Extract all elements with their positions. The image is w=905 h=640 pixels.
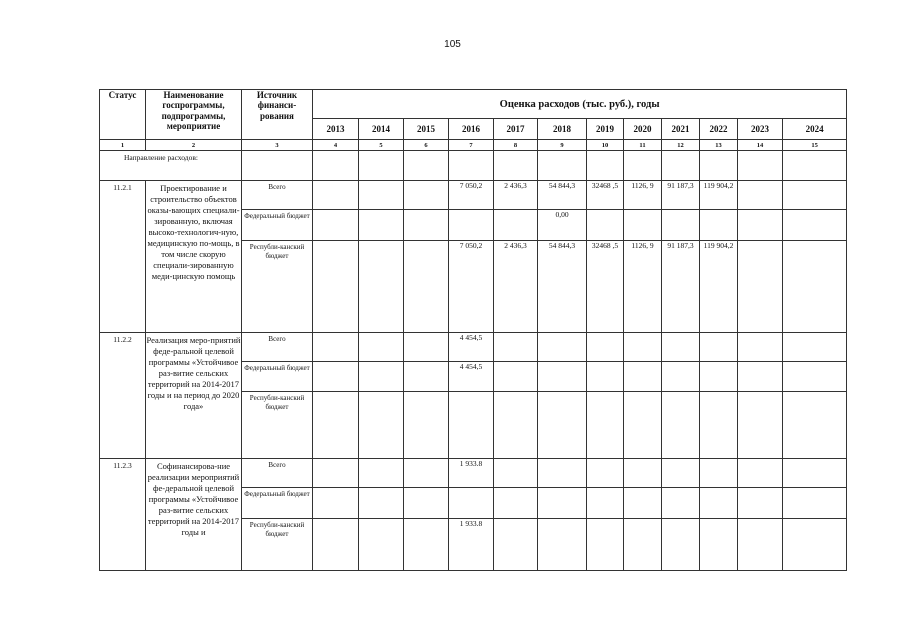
budget-table [99, 89, 847, 571]
page-number: 105 [444, 39, 461, 50]
expense-value [587, 333, 624, 362]
expense-value [359, 210, 404, 241]
column-number: 4 [313, 140, 359, 151]
expense-value: 54 844,3 [538, 181, 587, 210]
expense-value [738, 519, 783, 571]
expense-value [404, 459, 449, 488]
expense-value [538, 488, 587, 519]
expense-value [624, 210, 662, 241]
expense-value [783, 362, 847, 392]
expense-value [313, 333, 359, 362]
measure-name: Проектирование и строительство объектов оказы-вающих специали-зированную, включая высоко-технологич-ную, медицинскую по-мощь, в том числе скорую специали-зированную меди-цинскую помощь [146, 181, 242, 333]
expense-value: 1 933.8 [449, 519, 494, 571]
expense-value [662, 392, 700, 459]
funding-source: Республи-канский бюджет [242, 241, 313, 333]
funding-source: Федеральный бюджет [242, 362, 313, 392]
funding-source: Республи-канский бюджет [242, 392, 313, 459]
column-number: 12 [662, 140, 700, 151]
table-row [100, 181, 847, 210]
expense-value [783, 519, 847, 571]
expense-value [662, 488, 700, 519]
funding-source: Всего [242, 181, 313, 210]
expense-value [538, 519, 587, 571]
expense-value [700, 392, 738, 459]
expense-value [494, 488, 538, 519]
expense-value [783, 333, 847, 362]
expense-value [662, 333, 700, 362]
expense-value [738, 181, 783, 210]
column-number: 15 [783, 140, 847, 151]
expense-value [494, 362, 538, 392]
expense-value [538, 362, 587, 392]
column-number: 9 [538, 140, 587, 151]
expense-value [404, 519, 449, 571]
expense-value [404, 210, 449, 241]
expense-value: 1 933.8 [449, 459, 494, 488]
expense-value: 2 436,3 [494, 181, 538, 210]
expense-value [313, 181, 359, 210]
header-year: 2015 [404, 119, 449, 140]
column-number: 10 [587, 140, 624, 151]
expense-value [313, 241, 359, 333]
column-number: 14 [738, 140, 783, 151]
expense-value [587, 362, 624, 392]
expense-value [404, 392, 449, 459]
column-number: 7 [449, 140, 494, 151]
expense-value [359, 392, 404, 459]
expense-value [587, 488, 624, 519]
expense-value [494, 459, 538, 488]
expense-value [404, 181, 449, 210]
expense-value [404, 333, 449, 362]
expense-value [538, 333, 587, 362]
expense-value [313, 392, 359, 459]
funding-source: Федеральный бюджет [242, 210, 313, 241]
expense-value [738, 241, 783, 333]
expense-value [313, 210, 359, 241]
expense-value [449, 210, 494, 241]
expense-value [449, 488, 494, 519]
header-year: 2024 [783, 119, 847, 140]
expense-value [783, 241, 847, 333]
expense-value [587, 210, 624, 241]
header-year: 2023 [738, 119, 783, 140]
expense-value [359, 241, 404, 333]
expense-value [359, 362, 404, 392]
measure-status: 11.2.1 [100, 181, 146, 333]
expense-value [494, 333, 538, 362]
expense-value: 119 904,2 [700, 181, 738, 210]
expense-value [783, 459, 847, 488]
expense-value [738, 362, 783, 392]
expense-value [587, 392, 624, 459]
column-number: 11 [624, 140, 662, 151]
expense-value [494, 519, 538, 571]
expense-value: 4 454,5 [449, 362, 494, 392]
expense-value: 1126, 9 [624, 241, 662, 333]
expense-value [313, 459, 359, 488]
expense-value [624, 392, 662, 459]
column-number: 8 [494, 140, 538, 151]
expense-value [700, 488, 738, 519]
header-year: 2021 [662, 119, 700, 140]
expense-value [662, 362, 700, 392]
expense-value: 7 050,2 [449, 181, 494, 210]
column-number: 5 [359, 140, 404, 151]
expense-value: 0,00 [538, 210, 587, 241]
expense-value [783, 181, 847, 210]
expense-value [738, 210, 783, 241]
measure-status: 11.2.2 [100, 333, 146, 459]
header-status: Статус [100, 90, 146, 140]
expense-value [783, 392, 847, 459]
expense-value [404, 241, 449, 333]
expense-value [494, 392, 538, 459]
expense-value [662, 519, 700, 571]
expense-value [738, 459, 783, 488]
expense-value: 32468 ,5 [587, 241, 624, 333]
header-year: 2014 [359, 119, 404, 140]
expense-value [587, 519, 624, 571]
expense-value [624, 459, 662, 488]
column-number: 13 [700, 140, 738, 151]
expense-value [783, 488, 847, 519]
expense-value [587, 459, 624, 488]
expense-value [738, 392, 783, 459]
expense-value [662, 210, 700, 241]
expense-value: 32468 ,5 [587, 181, 624, 210]
expense-value [662, 459, 700, 488]
header-year: 2017 [494, 119, 538, 140]
column-number: 1 [100, 140, 146, 151]
expense-value [624, 362, 662, 392]
expense-value [404, 488, 449, 519]
expense-value: 1126, 9 [624, 181, 662, 210]
expense-value: 4 454,5 [449, 333, 494, 362]
expense-value [700, 459, 738, 488]
expense-value: 91 187,3 [662, 241, 700, 333]
measure-status: 11.2.3 [100, 459, 146, 571]
expense-value [359, 488, 404, 519]
measure-name: Софинансирова-ние реализации мероприятий фе-деральной целевой программы «Устойчивое раз-витие сельских территорий на 2014-2017 годы и [146, 459, 242, 571]
funding-source: Федеральный бюджет [242, 488, 313, 519]
measure-name: Реализация меро-приятий феде-ральной целевой программы «Устойчивое раз-витие сельских территорий на 2014-2017 годы и на период до 2020 года» [146, 333, 242, 459]
expense-value [313, 519, 359, 571]
expense-value [313, 362, 359, 392]
expense-value [313, 488, 359, 519]
header-year: 2016 [449, 119, 494, 140]
expense-value [449, 392, 494, 459]
header-year: 2013 [313, 119, 359, 140]
funding-source: Всего [242, 333, 313, 362]
header-year: 2019 [587, 119, 624, 140]
expense-value: 119 904,2 [700, 241, 738, 333]
expense-value: 91 187,3 [662, 181, 700, 210]
expense-value [359, 519, 404, 571]
expense-value [538, 459, 587, 488]
expense-value: 7 050,2 [449, 241, 494, 333]
expense-value [738, 333, 783, 362]
expense-value [700, 210, 738, 241]
header-source: Источник финанси-рования [242, 90, 313, 140]
header-estimate: Оценка расходов (тыс. руб.), годы [313, 90, 847, 119]
column-number: 3 [242, 140, 313, 151]
expense-value [700, 519, 738, 571]
table-row [100, 333, 847, 362]
funding-source: Республи-канский бюджет [242, 519, 313, 571]
expense-value [624, 488, 662, 519]
header-name: Наименование госпрограммы, подпрограммы, мероприятие [146, 90, 242, 140]
column-number: 2 [146, 140, 242, 151]
expense-value [624, 333, 662, 362]
expense-value [404, 362, 449, 392]
table-row [100, 459, 847, 488]
expense-value [359, 181, 404, 210]
direction-label: Направление расходов: [100, 151, 242, 181]
expense-value: 54 844,3 [538, 241, 587, 333]
expense-value [738, 488, 783, 519]
expense-value [783, 210, 847, 241]
expense-value [359, 333, 404, 362]
column-number: 6 [404, 140, 449, 151]
expense-value [700, 333, 738, 362]
header-year: 2022 [700, 119, 738, 140]
expense-value [624, 519, 662, 571]
expense-value [538, 392, 587, 459]
expense-value [700, 362, 738, 392]
funding-source: Всего [242, 459, 313, 488]
expense-value [494, 210, 538, 241]
expense-value [359, 459, 404, 488]
header-year: 2018 [538, 119, 587, 140]
header-year: 2020 [624, 119, 662, 140]
expense-value: 2 436,3 [494, 241, 538, 333]
